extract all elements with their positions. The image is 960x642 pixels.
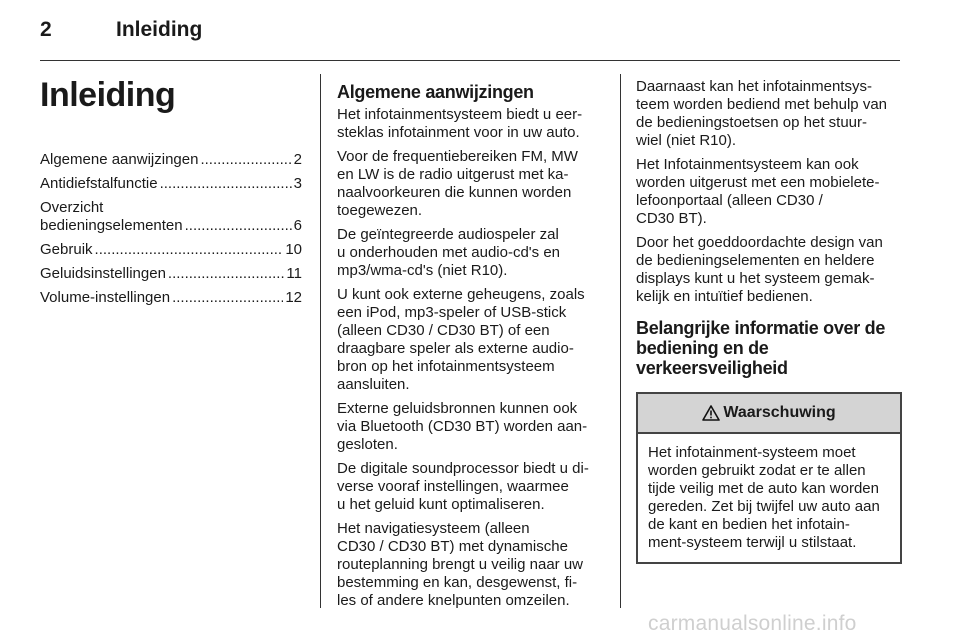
toc-entry-page: 3 — [293, 175, 302, 192]
toc-entry-page: 6 — [293, 217, 302, 234]
body-paragraph: De geïntegreerde audiospeler zal u onderhouden met audio-cd's en mp3/wma-cd's (niet R10). — [337, 226, 561, 279]
toc-entry-label: Antidiefstalfunctie — [40, 175, 158, 192]
toc-leader-dots — [168, 265, 285, 283]
table-of-contents — [40, 151, 302, 307]
body-paragraph: Het Infotainmentsysteem kan ook worden uitgerust met een mobielete- lefoonportaal (alleen CD30 / CD30 BT). — [636, 156, 880, 227]
toc-entry-label: Volume-instellingen — [40, 289, 171, 306]
body-paragraph: Het navigatiesysteem (alleen CD30 / CD30 BT) met dynamische routeplanning brengt u veilig naar uw bestemming en kan, desgewenst, fi- les of andere knelpunten omzeilen. — [337, 520, 583, 609]
toc-entry[interactable] — [40, 265, 302, 283]
general-info-column — [337, 74, 605, 610]
warning-header — [638, 394, 900, 434]
warning-text: Het infotainment-systeem moet worden gebruikt zodat er te allen tijde veilig met de auto kan worden gereden. Zet bij twijfel uw auto aan de kant en bedien het infotain- ment-systeem terwijl u stilstaat. — [648, 444, 880, 551]
column-divider — [320, 74, 321, 608]
column-divider — [620, 74, 621, 608]
toc-entry-label: Geluidsinstellingen — [40, 265, 166, 282]
toc-entry[interactable] — [40, 289, 302, 307]
toc-entry-label: Algemene aanwijzingen — [40, 151, 199, 168]
warning-box — [636, 392, 902, 564]
toc-entry-page: 2 — [293, 151, 302, 168]
toc-leader-dots — [160, 175, 292, 193]
toc-entry[interactable] — [40, 175, 302, 193]
watermark: carmanualsonline.info — [648, 612, 857, 635]
page-header — [40, 18, 202, 48]
toc-leader-dots — [172, 289, 283, 307]
warning-triangle-icon — [702, 405, 720, 421]
body-paragraph: De digitale soundprocessor biedt u di- verse vooraf instellingen, waarmee u het geluid kunt optimaliseren. — [337, 460, 589, 513]
toc-entry[interactable] — [40, 199, 302, 235]
section-heading: Algemene aanwijzingen — [337, 82, 534, 102]
body-paragraph: Door het goeddoordachte design van de bedieningselementen en heldere displays kunt u het systeem gemak- kelijk en intuïtief bedienen. — [636, 234, 883, 305]
running-title: Inleiding — [116, 18, 203, 41]
toc-leader-dots — [95, 241, 284, 259]
header-divider — [40, 60, 900, 61]
toc-entry-label: Gebruik — [40, 241, 93, 258]
body-paragraph: Het infotainmentsysteem biedt u eer- steklas infotainment voor in uw auto. — [337, 106, 583, 141]
toc-leader-dots — [185, 217, 292, 235]
safety-subheading: Belangrijke informatie over de bediening en de verkeersveiligheid — [636, 318, 886, 378]
toc-column — [40, 74, 302, 313]
body-paragraph: Externe geluidsbronnen kunnen ook via Bluetooth (CD30 BT) worden aan- gesloten. — [337, 400, 588, 453]
toc-leader-dots — [200, 151, 291, 169]
warning-title: Waarschuwing — [723, 404, 836, 421]
body-paragraph: Daarnaast kan het infotainmentsys- teem worden bediend met behulp van de bedieningstoetsen op het stuur- wiel (niet R10). — [636, 78, 888, 149]
body-paragraph: Voor de frequentiebereiken FM, MW en LW is de radio uitgerust met ka- naalvoorkeuren die kunnen worden toegewezen. — [337, 148, 578, 219]
toc-entry-page: 11 — [286, 265, 302, 282]
toc-entry[interactable] — [40, 151, 302, 169]
toc-entry-page: 12 — [285, 289, 302, 306]
chapter-title: Inleiding — [40, 76, 176, 114]
page-number: 2 — [40, 18, 52, 41]
toc-entry-label: Overzicht bedieningselementen — [40, 199, 183, 234]
toc-entry-page: 10 — [285, 241, 302, 258]
body-paragraph: U kunt ook externe geheugens, zoals een iPod, mp3-speler of USB-stick (alleen CD30 / CD30 BT) of een draagbare speler als externe audio- bron op het infotainmentsysteem aansluiten. — [337, 286, 585, 393]
safety-column — [636, 74, 902, 564]
toc-entry[interactable] — [40, 241, 302, 259]
